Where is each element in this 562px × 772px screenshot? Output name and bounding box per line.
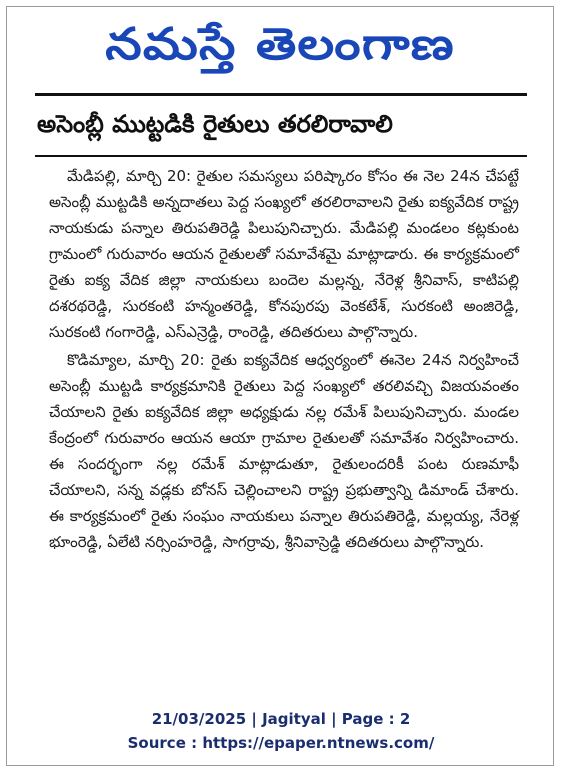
article-paragraph-1: మేడిపల్లి, మార్చి 20: రైతుల సమస్యలు పరిష్కారం కోసం ఈ నెల 24న చేపట్టే అసెంబ్లీ ముట్టడికి అన్నదాతలు పెద్ద సంఖ్యలో తరలిరావాలని రైతు ఐక్యవేదిక రాష్ట్ర నాయకుడు పన్నాల తిరుపతిరెడ్డి పిలుపునిచ్చారు. మేడిపల్లి మండలం కట్లకుంట గ్రామంలో గురువారం ఆయన రైతులతో సమావేశమై మాట్లాడారు. ఈ కార్యక్రమంలో రైతు ఐక్య వేదిక జిల్లా నాయకులు బందెల మల్లన్న, నేరెళ్ల శ్రీనివాస్, కాటిపల్లి దశరథరెడ్డి, సురకంటి హన్మంతరెడ్డి, కోనపురపు వెంకటేశ్, సురకంటి అంజిరెడ్డి, సురకంటి గంగారెడ్డి, ఎస్ఎన్రెడ్డి, రాంరెడ్డి, తదితరులు పాల్గొన్నారు. (49, 167, 519, 341)
article-paragraph-2: కొడిమ్యాల, మార్చి 20: రైతు ఐక్యవేదిక ఆధ్వర్యంలో ఈనెల 24న నిర్వహించే అసెంబ్లీ ముట్టడి కార్యక్రమానికి రైతులు పెద్ద సంఖ్యలో తరలివచ్చి విజయవంతం చేయాలని రైతు ఐక్యవేదిక జిల్లా అధ్యక్షుడు నల్ల రమేశ్ పిలుపునిచ్చారు. మండల కేంద్రంలో గురువారం ఆయన ఆయా గ్రామాల రైతులతో సమావేశం నిర్వహించారు. ఈ సందర్భంగా నల్ల రమేశ్ మాట్లాడుతూ, రైతులందరికీ పంట రుణమాఫీ చేయాలని, సన్న వడ్లకు బోనస్ చెల్లించాలని రాష్ట్ర ప్రభుత్వాన్ని డిమాండ్ చేశారు. ఈ కార్యక్రమంలో రైతు సంఘం నాయకులు పన్నాల తిరుపతిరెడ్డి, మల్లయ్య, నేరెళ్ల భూంరెడ్డి, ఏలేటి నర్సింహరెడ్డి, సాగర్రావు, శ్రీనివాస్రెడ్డి తదితరులు పాల్గొన్నారు. (49, 351, 519, 551)
clipping-frame (6, 6, 554, 766)
article-body (49, 163, 519, 555)
masthead-divider (35, 93, 527, 96)
edition-info: 21/03/2025 | Jagityal | Page : 2 (151, 710, 411, 728)
newspaper-masthead: నమస్తే తెలంగాణ (105, 19, 455, 70)
article-headline: అసెంబ్లీ ముట్టడికి రైతులు తరలిరావాలి (37, 110, 393, 138)
source-link[interactable]: Source : https://epaper.ntnews.com/ (127, 734, 435, 752)
headline-divider (35, 155, 527, 157)
